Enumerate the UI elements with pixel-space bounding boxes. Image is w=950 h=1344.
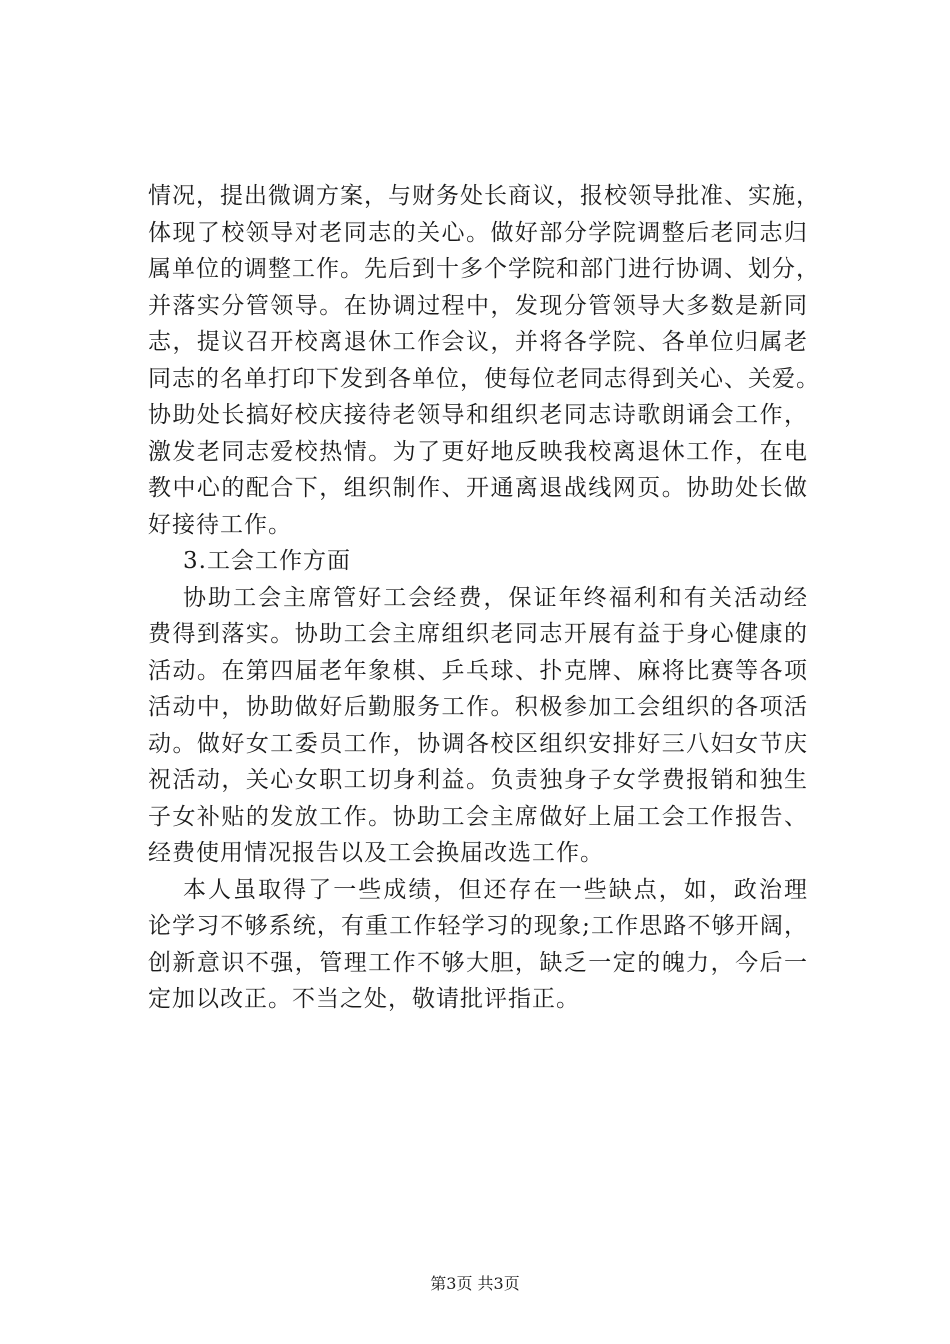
section-heading: 3.工会工作方面 bbox=[183, 548, 351, 574]
body-line: 教中心的配合下，组织制作、开通离退战线网页。协助处长做 bbox=[148, 475, 808, 501]
body-line: 活动中，协助做好后勤服务工作。积极参加工会组织的各项活 bbox=[148, 694, 808, 720]
body-line: 创新意识不强，管理工作不够大胆，缺乏一定的魄力，今后一 bbox=[148, 949, 808, 976]
document-body bbox=[148, 178, 820, 1018]
body-line: 情况，提出微调方案，与财务处长商议，报校领导批准、实施， bbox=[148, 183, 820, 209]
body-line: 同志的名单打印下发到各单位，使每位老同志得到关心、关爱。 bbox=[148, 365, 820, 392]
body-line: 激发老同志爱校热情。为了更好地反映我校离退休工作，在电 bbox=[148, 438, 808, 465]
body-line: 好接待工作。 bbox=[148, 511, 292, 538]
body-line: 本人虽取得了一些成绩，但还存在一些缺点，如，政治理 bbox=[183, 876, 808, 903]
body-line: 子女补贴的发放工作。协助工会主席做好上届工会工作报告、 bbox=[148, 803, 808, 830]
body-line: 属单位的调整工作。先后到十多个学院和部门进行协调、划分， bbox=[148, 256, 820, 282]
body-line: 协助处长搞好校庆接待老领导和组织老同志诗歌朗诵会工作， bbox=[148, 402, 808, 428]
body-line: 定加以改正。不当之处，敬请批评指正。 bbox=[148, 986, 580, 1012]
body-line: 并落实分管领导。在协调过程中，发现分管领导大多数是新同 bbox=[148, 292, 808, 319]
body-line: 动。做好女工委员工作，协调各校区组织安排好三八妇女节庆 bbox=[148, 730, 808, 757]
body-line: 经费使用情况报告以及工会换届改选工作。 bbox=[148, 840, 604, 866]
body-line: 协助工会主席管好工会经费，保证年终福利和有关活动经 bbox=[183, 584, 808, 611]
body-line: 论学习不够系统，有重工作轻学习的现象;工作思路不够开阔， bbox=[148, 913, 808, 939]
body-line: 志，提议召开校离退休工作会议，并将各学院、各单位归属老 bbox=[148, 329, 808, 355]
body-line: 费得到落实。协助工会主席组织老同志开展有益于身心健康的 bbox=[148, 621, 808, 647]
body-line: 活动。在第四届老年象棋、乒乓球、扑克牌、麻将比赛等各项 bbox=[148, 657, 808, 684]
body-line: 祝活动，关心女职工切身利益。负责独身子女学费报销和独生 bbox=[148, 767, 808, 793]
body-line: 体现了校领导对老同志的关心。做好部分学院调整后老同志归 bbox=[148, 219, 808, 246]
page-number-footer: 第3页 共3页 bbox=[430, 1274, 520, 1293]
